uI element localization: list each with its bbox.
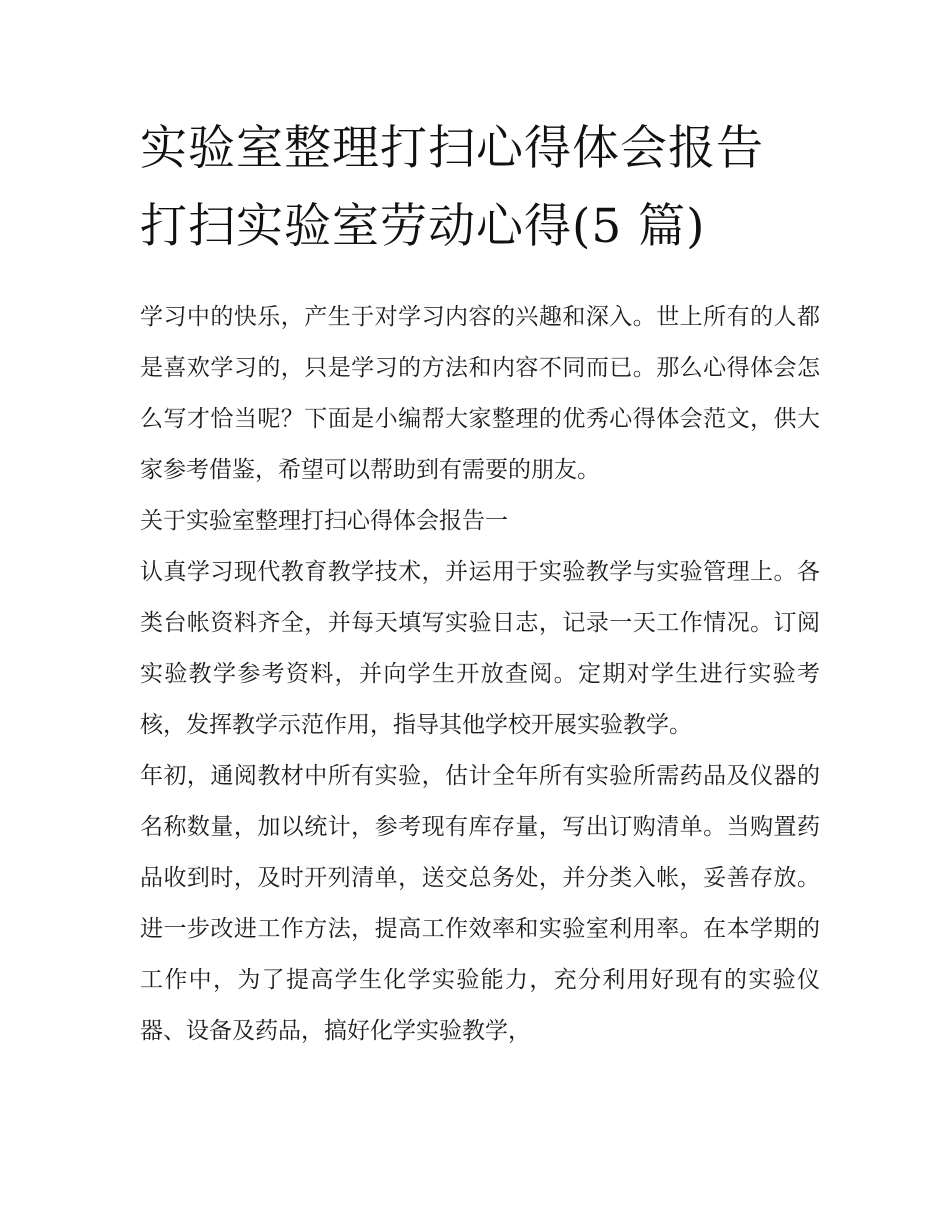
paragraph-list <box>140 292 820 1057</box>
intro-paragraph: 学习中的快乐，产生于对学习内容的兴趣和深入。世上所有的人都是喜欢学习的，只是学习的方法和内容不同而已。那么心得体会怎么写才恰当呢？下面是小编帮大家整理的优秀心得体会范文，供大家参考借鉴，希望可以帮助到有需要的朋友。 <box>140 304 820 483</box>
section-heading: 关于实验室整理打扫心得体会报告一 <box>140 508 508 534</box>
document-body <box>140 110 820 1057</box>
title-line-1: 实验室整理打扫心得体会报告 <box>140 121 764 176</box>
body-paragraph: 年初，通阅教材中所有实验，估计全年所有实验所需药品及仪器的名称数量，加以统计，参考现有库存量，写出订购清单。当购置药品收到时，及时开列清单，送交总务处，并分类入帐，妥善存放。进一步改进工作方法，提高工作效率和实验室利用率。在本学期的工作中，为了提高学生化学实验能力，充分利用好现有的实验仪器、设备及药品，搞好化学实验教学， <box>140 763 820 1044</box>
document-title <box>140 110 820 266</box>
body-paragraph: 认真学习现代教育教学技术，并运用于实验教学与实验管理上。各类台帐资料齐全，并每天填写实验日志，记录一天工作情况。订阅实验教学参考资料，并向学生开放查阅。定期对学生进行实验考核，发挥教学示范作用，指导其他学校开展实验教学。 <box>140 559 820 738</box>
title-line-2: 打扫实验室劳动心得(5 篇) <box>140 199 706 254</box>
